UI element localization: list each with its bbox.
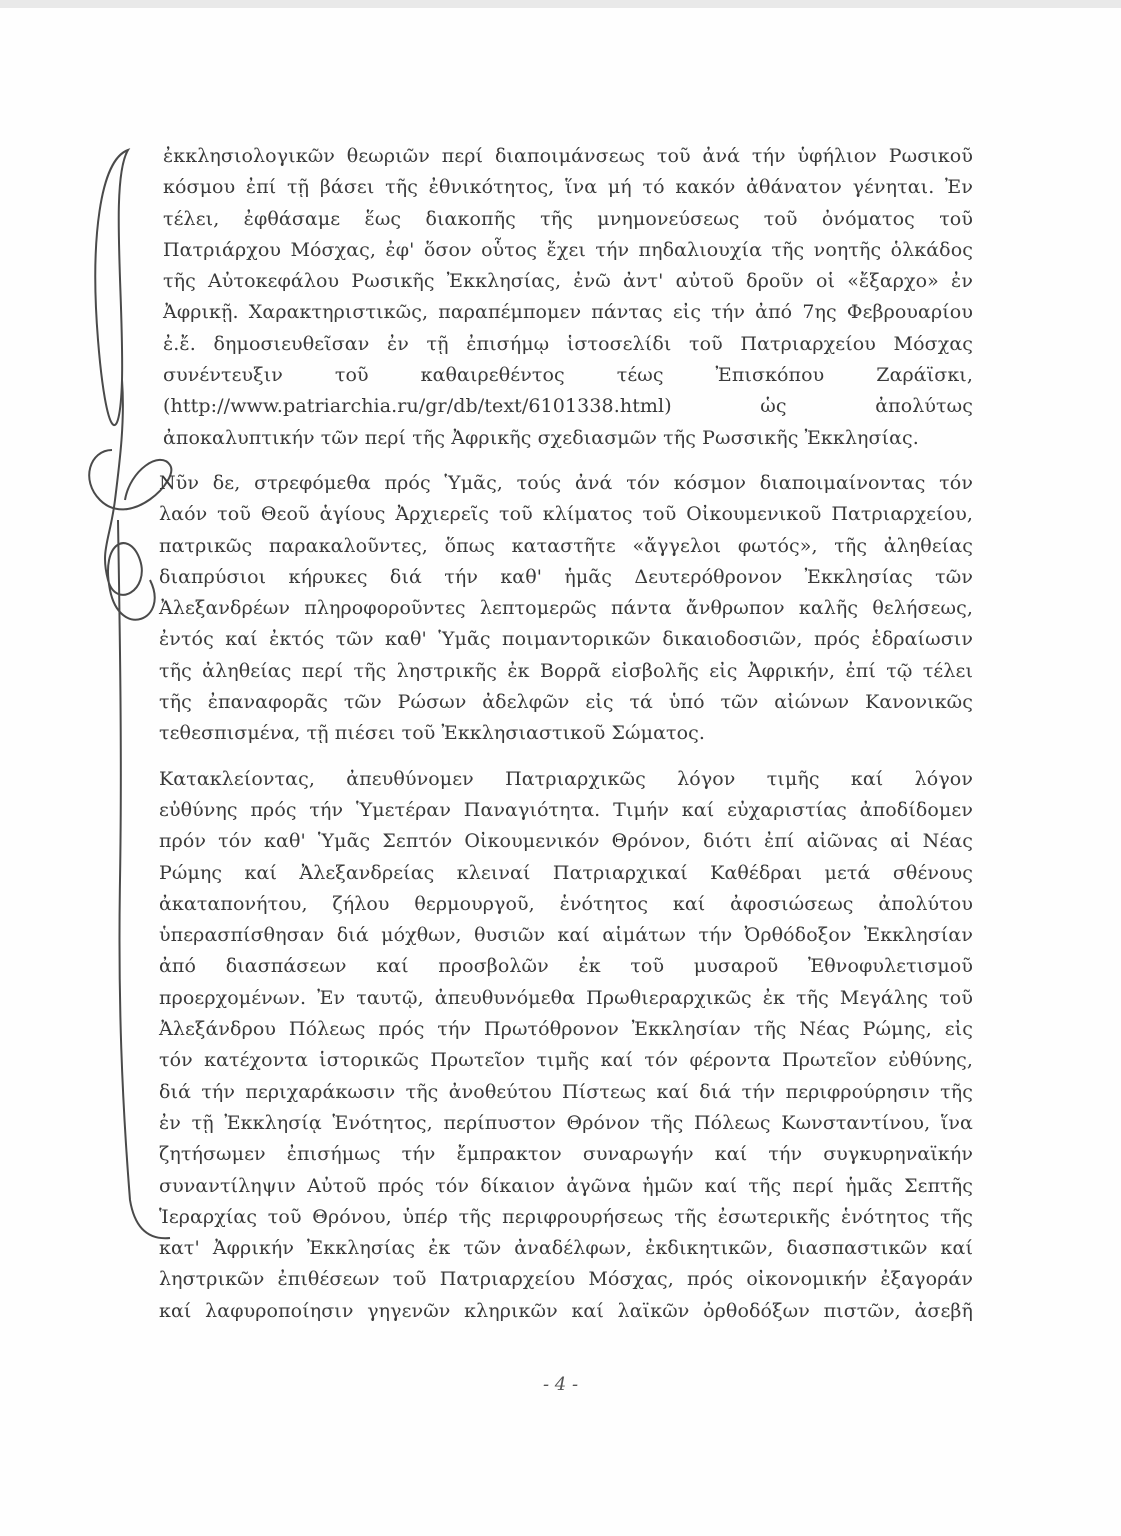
text-line: διά τήν περιχαράκωσιν τῆς ἀνοθεύτου Πίστεως καί διά τήν περιφρούρησιν τῆς (159, 1080, 973, 1103)
text-line: Νῦν δε, στρεφόμεθα πρός Ὑμᾶς, τούς ἀνά τόν κόσμον διαποιμαίνοντας τόν (159, 471, 973, 494)
text-line: Ἱεραρχίας τοῦ Θρόνου, ὑπέρ τῆς περιφρουρήσεως τῆς ἐσωτερικῆς ἑνότητος τῆς (159, 1205, 973, 1228)
text-line: προερχομένων. Ἐν ταυτῷ, ἀπευθυνόμεθα Πρωθιεραρχικῶς ἐκ τῆς Μεγάλης τοῦ (159, 986, 973, 1009)
text-line: Ἀλεξανδρέων πληροφοροῦντες λεπτομερῶς πάντα ἄνθρωπον καλῆς θελήσεως, (159, 597, 973, 620)
text-line: Ρώμης καί Ἀλεξανδρείας κλειναί Πατριαρχικαί Καθέδραι μετά σθένους (159, 861, 973, 884)
text-line: ἀκαταπονήτου, ζήλου θερμουργοῦ, ἑνότητος καί ἀφοσιώσεως ἀπολύτου (159, 892, 973, 915)
text-line: τῆς ἀληθείας περί τῆς ληστρικῆς ἐκ Βορρᾶ εἰσβολῆς εἰς Ἀφρικήν, ἐπί τῷ τέλει (159, 659, 973, 682)
text-line: τέλει, ἐφθάσαμε ἕως διακοπῆς τῆς μνημονεύσεως τοῦ ὀνόματος τοῦ (163, 207, 973, 230)
paragraph-1 (155, 141, 973, 454)
text-line: ἀποκαλυπτικήν τῶν περί τῆς Ἀφρικῆς σχεδιασμῶν τῆς Ρωσσικῆς Ἐκκλησίας. (163, 426, 919, 449)
text-line: ὑπερασπίσθησαν διά μόχθων, θυσιῶν καί αἱμάτων τήν Ὀρθόδοξον Ἐκκλησίαν (159, 924, 973, 947)
text-line: τῆς Αὐτοκεφάλου Ρωσικῆς Ἐκκλησίας, ἐνῶ ἀντ' αὐτοῦ δροῦν οἱ «ἔξαρχο» ἐν (163, 270, 973, 293)
text-line: πρόν τόν καθ' Ὑμᾶς Σεπτόν Οἰκουμενικόν Θρόνον, διότι ἐπί αἰῶνας αἱ Νέας (159, 830, 973, 853)
page-number: - 4 - (542, 1374, 579, 1395)
text-line: κόσμου ἐπί τῇ βάσει τῆς ἐθνικότητος, ἵνα μή τό κακόν ἀθάνατον γένηται. Ἐν (163, 176, 973, 199)
text-line: ἐντός καί ἐκτός τῶν καθ' Ὑμᾶς ποιμαντορικῶν δικαιοδοσιῶν, πρός ἑδραίωσιν (159, 628, 973, 651)
text-line: διαπρύσιοι κήρυκες διά τήν καθ' ἡμᾶς Δευτερόθρονον Ἐκκλησίας τῶν (159, 565, 973, 588)
text-line: πατρικῶς παρακαλοῦντες, ὅπως καταστῆτε «ἄγγελοι φωτός», τῆς ἀληθείας (159, 534, 973, 557)
text-line: τῆς ἐπαναφορᾶς τῶν Ρώσων ἀδελφῶν εἰς τά ὑπό τῶν αἰώνων Κανονικῶς (159, 691, 973, 714)
text-line: εὐθύνης πρός τήν Ὑμετέραν Παναγιότητα. Τιμήν καί εὐχαριστίας ἀποδίδομεν (159, 798, 973, 821)
text-line: λαόν τοῦ Θεοῦ ἁγίους Ἀρχιερεῖς τοῦ κλίματος τοῦ Οἰκουμενικοῦ Πατριαρχείου, (159, 503, 973, 526)
text-line: ἐκκλησιολογικῶν θεωριῶν περί διαποιμάνσεως τοῦ ἀνά τήν ὑφήλιον Ρωσικοῦ (163, 145, 973, 167)
text-line-url: (http://www.patriarchia.ru/gr/db/text/6101338.html) ὡς ἀπολύτως (163, 395, 973, 418)
text-line: ζητήσωμεν ἐπισήμως τήν ἔμπρακτον συναρωγήν καί τήν συγκυρηναϊκήν (159, 1143, 973, 1166)
text-line: τεθεσπισμένα, τῇ πιέσει τοῦ Ἐκκλησιαστικοῦ Σώματος. (159, 722, 706, 745)
text-line: συνέντευξιν τοῦ καθαιρεθέντος τέως Ἐπισκόπου Ζαράϊσκι, (163, 364, 973, 387)
text-line: καί λαφυροποίησιν γηγενῶν κληρικῶν καί λαϊκῶν ὀρθοδόξων πιστῶν, ἀσεβῆ (159, 1299, 973, 1322)
letter-body (155, 141, 973, 1341)
text-line: κατ' Ἀφρικήν Ἐκκλησίας ἐκ τῶν ἀναδέλφων, ἐκδικητικῶν, διασπαστικῶν καί (159, 1237, 973, 1260)
text-line: Κατακλείοντας, ἀπευθύνομεν Πατριαρχικῶς λόγον τιμῆς καί λόγον (159, 767, 973, 790)
text-line: ἐν τῇ Ἐκκλησίᾳ Ἑνότητος, περίπυστον Θρόνον τῆς Πόλεως Κωνσταντίνου, ἵνα (159, 1111, 973, 1134)
text-line: Πατριάρχου Μόσχας, ἐφ' ὅσον οὗτος ἔχει τήν πηδαλιουχία τῆς νοητῆς ὁλκάδος (163, 238, 973, 261)
text-line: τόν κατέχοντα ἱστορικῶς Πρωτεῖον τιμῆς καί τόν φέροντα Πρωτεῖον εὐθύνης, (159, 1049, 973, 1072)
text-line: ἀπό διασπάσεων καί προσβολῶν ἐκ τοῦ μυσαροῦ Ἐθνοφυλετισμοῦ (159, 955, 973, 978)
text-line: Ἀφρικῇ. Χαρακτηριστικῶς, παραπέμπομεν πάντας εἰς τήν ἀπό 7ης Φεβρουαρίου (163, 301, 973, 324)
text-line: ἐ.ἔ. δημοσιευθεῖσαν ἐν τῇ ἐπισήμῳ ἱστοσελίδι τοῦ Πατριαρχείου Μόσχας (163, 332, 973, 355)
text-line: συναντίληψιν Αὐτοῦ πρός τόν δίκαιον ἀγῶνα ἡμῶν καί τῆς περί ἡμᾶς Σεπτῆς (159, 1174, 973, 1197)
text-line: Ἀλεξάνδρου Πόλεως πρός τήν Πρωτόθρονον Ἐκκλησίαν τῆς Νέας Ρώμης, εἰς (159, 1018, 973, 1041)
text-line: ληστρικῶν ἐπιθέσεων τοῦ Πατριαρχείου Μόσχας, πρός οἰκονομικήν ἐξαγοράν (159, 1268, 973, 1291)
paragraph-2 (155, 468, 973, 750)
paragraph-3 (155, 764, 973, 1327)
